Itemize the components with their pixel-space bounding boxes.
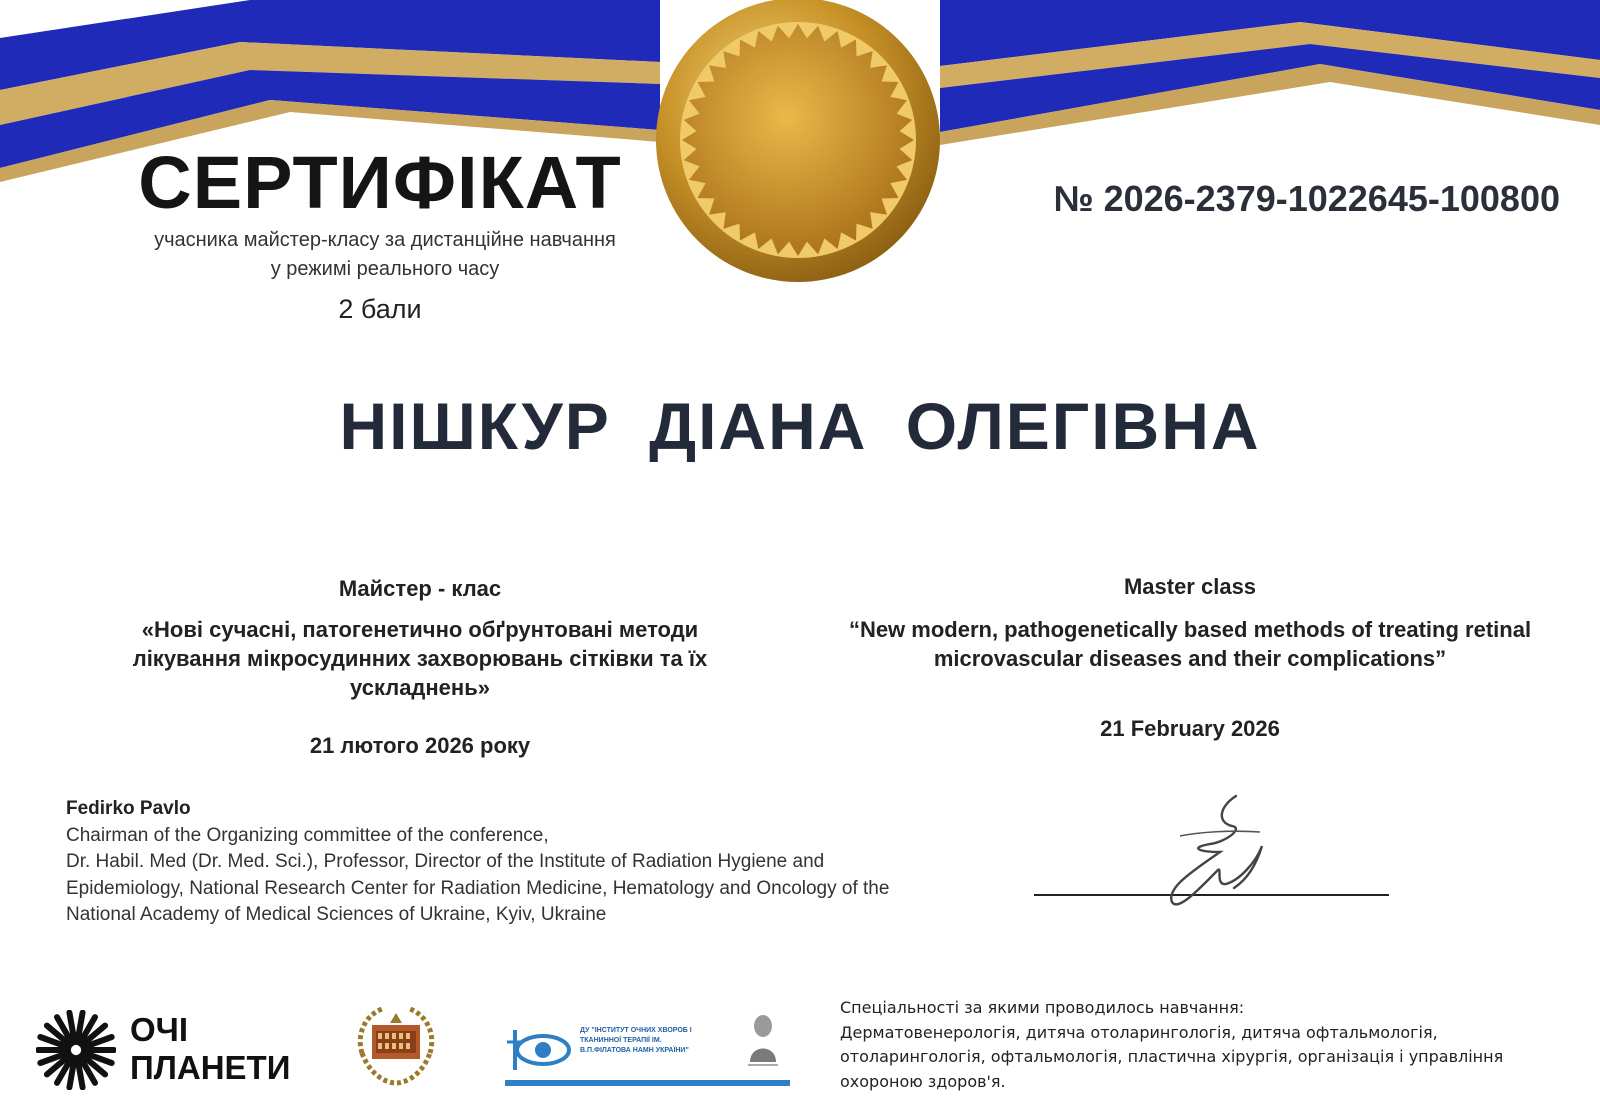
masterclass-date-uk: 21 лютого 2026 року [309, 733, 531, 758]
signatory-name: Fedirko Pavlo [66, 798, 191, 819]
recipient-name: НІШКУР ДІАНА ОЛЕГІВНА [339, 389, 1261, 463]
certificate-title: СЕРТИФІКАТ [138, 141, 622, 224]
masterclass-heading-en: Master class [1123, 574, 1257, 599]
masterclass-heading-uk: Майстер - клас [338, 576, 502, 601]
points-label: 2 бали [338, 294, 422, 324]
signature-icon [1160, 792, 1290, 910]
masterclass-date-en: 21 February 2026 [1100, 716, 1280, 741]
specialties-heading: Спеціальності за якими проводилось навчання: [840, 998, 1245, 1017]
ochi-planety-logo [130, 1011, 290, 1087]
gold-seal-icon [650, 0, 946, 296]
logo-line-2: ПЛАНЕТИ [130, 1049, 291, 1086]
sun-logo-icon [36, 1010, 116, 1090]
specialties-list: Дерматовенерологія, дитяча отоларингологія, дитяча офтальмологія, отоларингологія, офтальмологія, пластична хірургія, організація і управління охороною здоров'я. [840, 1022, 1504, 1091]
signatory-title: Chairman of the Organizing committee of the conference, Dr. Habil. Med (Dr. Med. Sci.), Professor, Director of the Institute of Radiation Hygiene and Epidemiology, National Research Center for Radiation Medicine, Hematology and Oncology of the National Academy of Medical Sciences of Ukraine, Kyiv, Ukraine [66, 824, 890, 925]
institute-name: ДУ "ІНСТИТУТ ОЧНИХ ХВОРОБ І ТКАНИННОЇ ТЕРАПІЇ ІМ. В.П.ФІЛАТОВА НАМН УКРАЇНИ" [580, 1027, 692, 1054]
logo-line-1: ОЧІ [130, 1011, 189, 1048]
signatory-block [66, 796, 966, 929]
university-crest-icon [352, 1003, 440, 1088]
masterclass-topic-uk: «Нові сучасні, патогенетично обґрунтовані методи лікування мікросудинних захворювань сітківки та їх ускладнень» [132, 617, 708, 700]
masterclass-topic-en: “New modern, pathogenetically based methods of treating retinal microvascular diseases and their complications” [848, 617, 1532, 671]
certificate-number: № 2026-2379-1022645-100800 [1053, 178, 1560, 219]
filatov-portrait-icon [746, 1010, 780, 1070]
certificate-subtitle: учасника майстер-класу за дистанційне навчання у режимі реального часу [154, 229, 616, 280]
specialties-block [840, 996, 1560, 1094]
